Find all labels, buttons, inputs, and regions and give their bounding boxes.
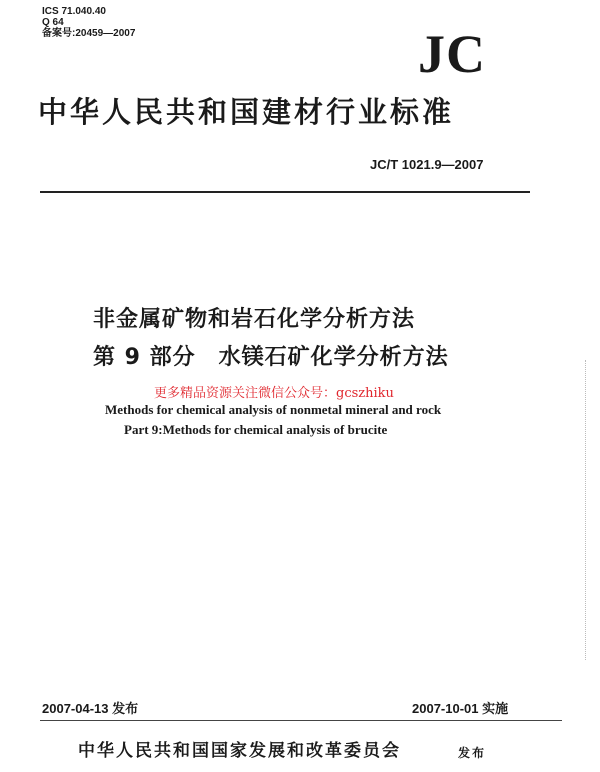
- ics-code: ICS 71.040.40: [42, 6, 106, 17]
- jc-logo: JC: [418, 24, 486, 84]
- standard-code: JC/T 1021.9—2007: [370, 157, 484, 172]
- classification-code: Q 64: [42, 17, 64, 28]
- document-title-line-2: 第 9 部分 水镁石矿化学分析方法: [93, 345, 449, 370]
- implementation-date: 2007-10-01 实施: [412, 701, 509, 716]
- english-title-line-2: Part 9:Methods for chemical analysis of brucite: [124, 422, 388, 437]
- standard-title: 中华人民共和国建材行业标准: [38, 95, 455, 129]
- header-divider: [40, 191, 530, 193]
- promo-watermark-text: 更多精品资源关注微信公众号：gcszhiku: [154, 386, 394, 401]
- scan-edge-mark: [585, 360, 586, 660]
- footer-divider: [40, 720, 562, 721]
- document-title-line-1: 非金属矿物和岩石化学分析方法: [93, 307, 416, 332]
- issuing-authority: 中华人民共和国国家发展和改革委员会: [78, 741, 401, 761]
- registration-number: 备案号:20459—2007: [42, 28, 136, 39]
- publish-date: 2007-04-13 发布: [42, 701, 139, 716]
- english-title-line-1: Methods for chemical analysis of nonmetal mineral and rock: [105, 402, 442, 417]
- issue-label: 发布: [458, 746, 487, 760]
